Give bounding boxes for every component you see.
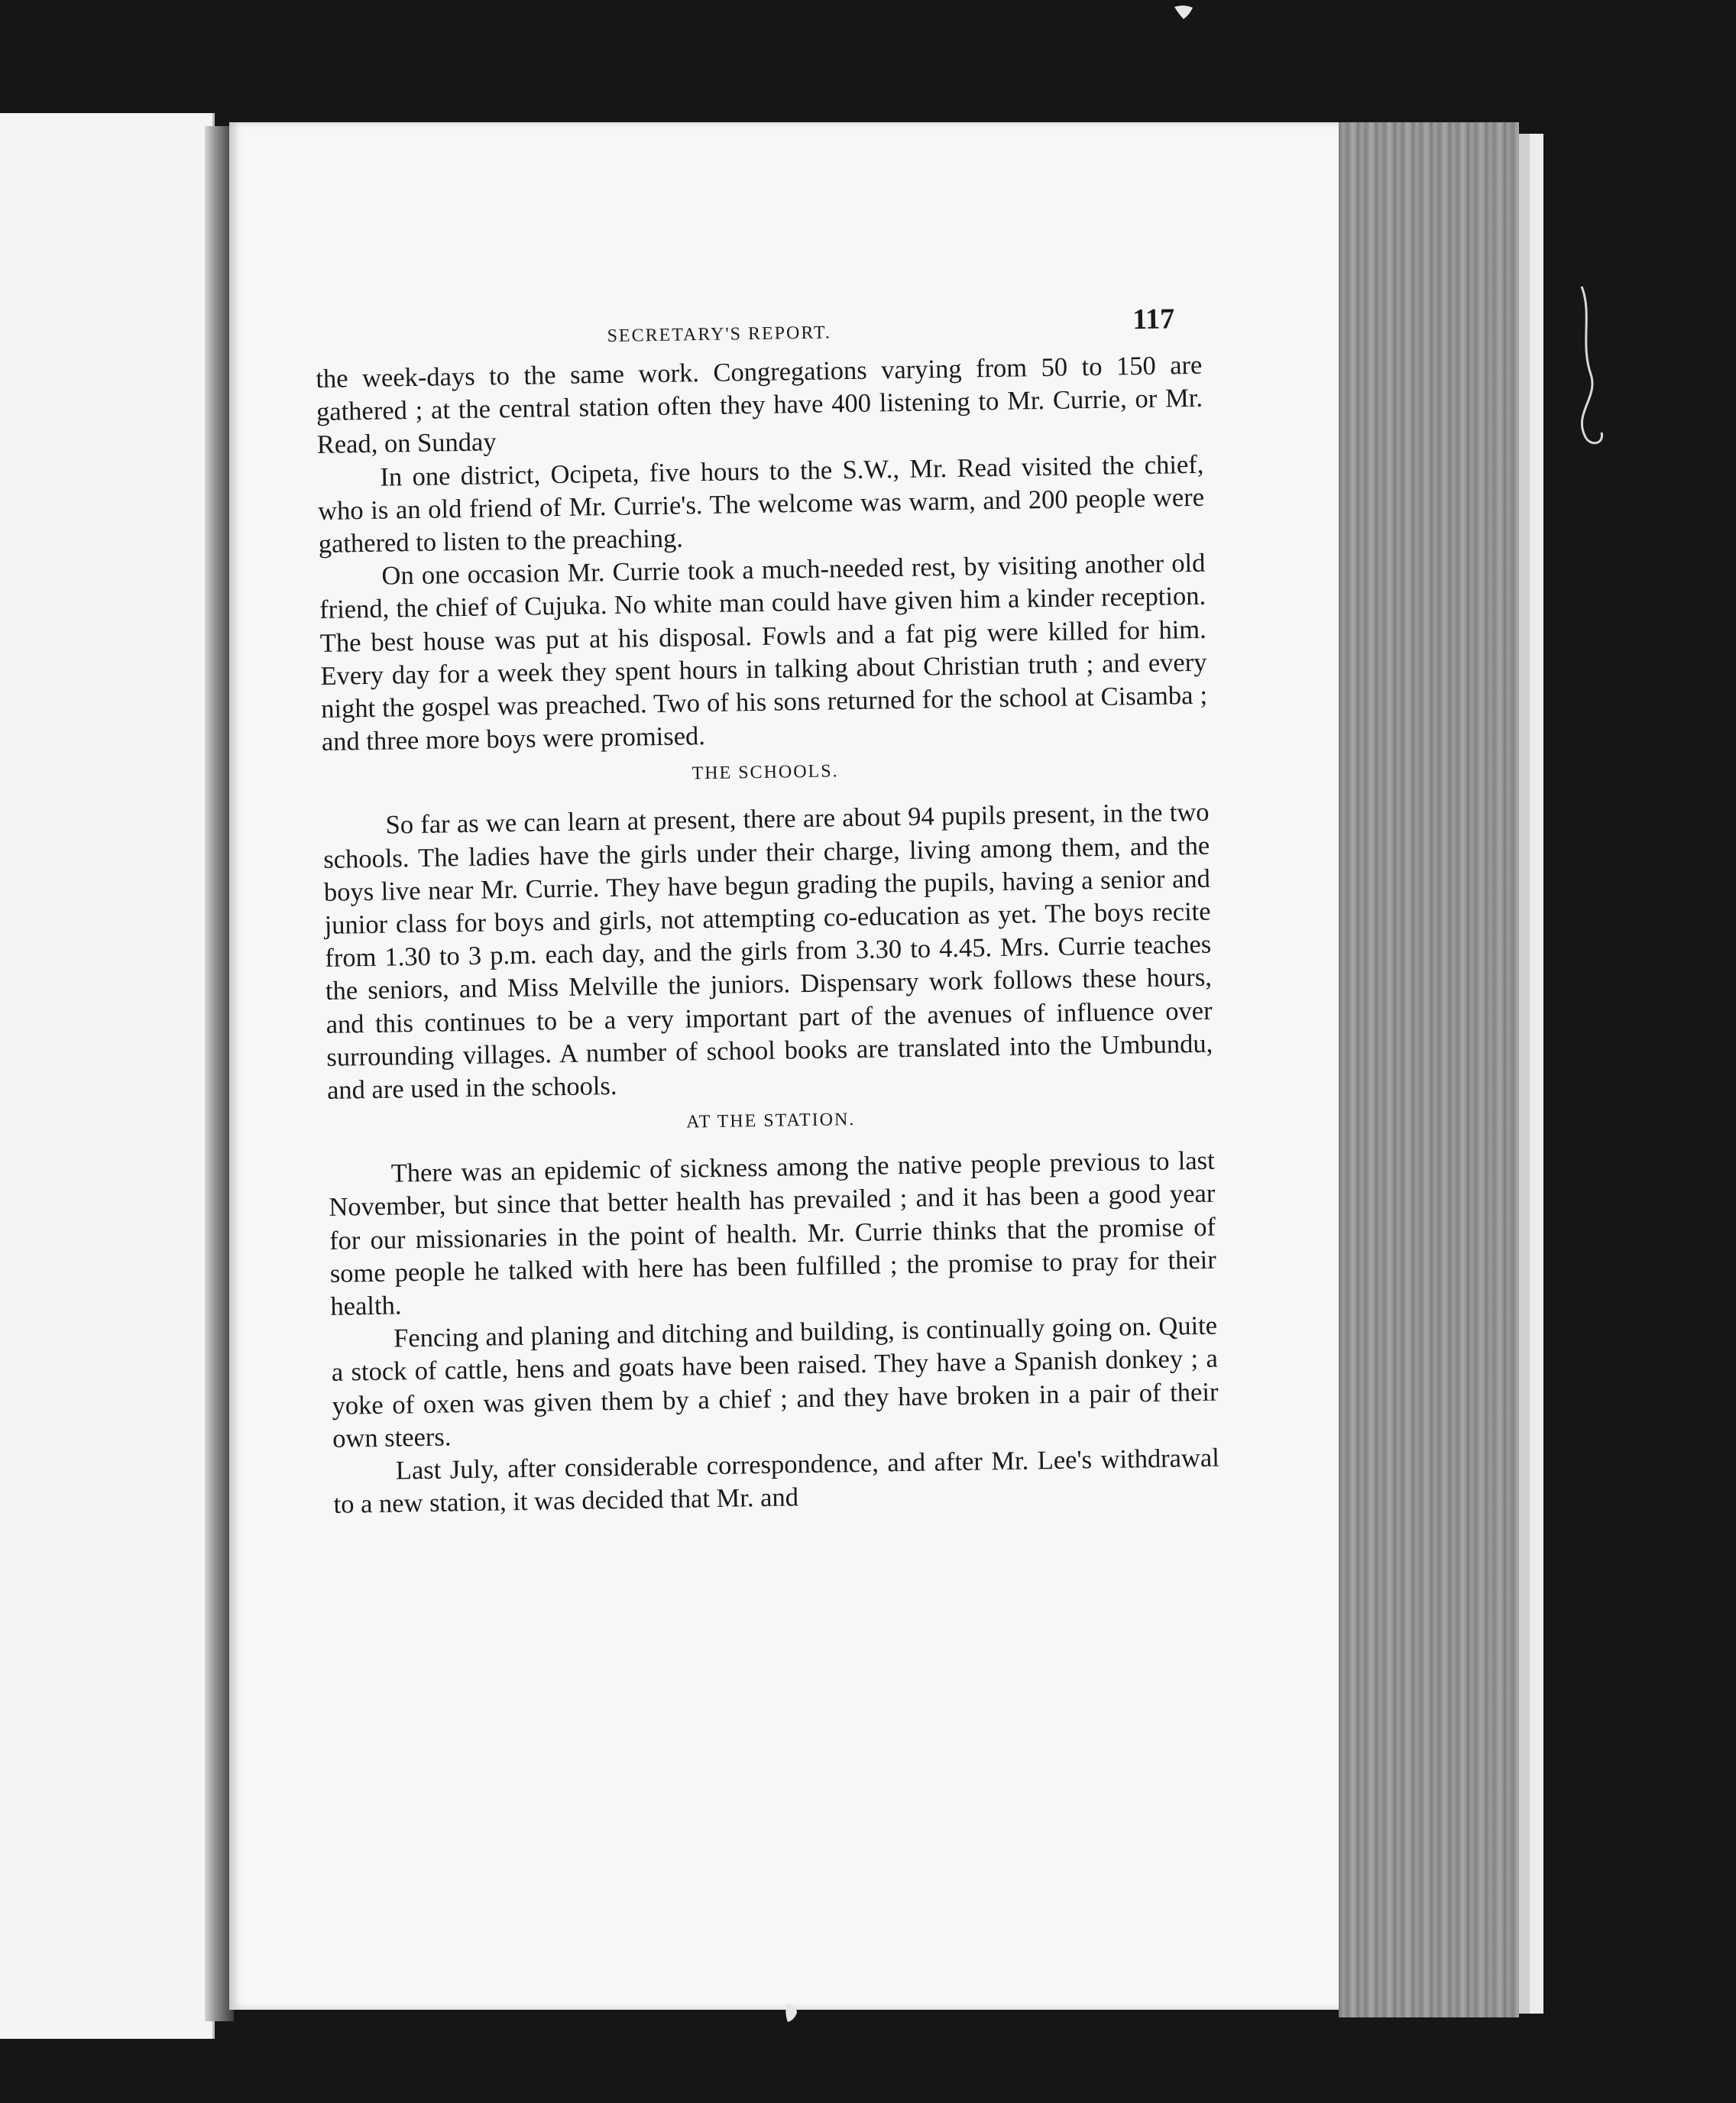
dust-speck: [783, 2002, 800, 2024]
back-cover-board: [1530, 134, 1543, 2014]
page-text: [315, 296, 1220, 1522]
page-number: 117: [1132, 303, 1175, 336]
section-heading-station: AT THE STATION.: [685, 1110, 856, 1133]
page-block-edge: [1339, 122, 1519, 2017]
loose-thread: [1566, 283, 1612, 459]
running-head-title: SECRETARY'S REPORT.: [607, 322, 831, 346]
paragraph: Fencing and planing and ditching and building, is continually going on. Quite a stock of cattle, hens and goats have been raised. They have a Spanish donkey ; a yoke of oxen was given them by a chief ; and they have broken in a pair of their own steers.: [331, 1311, 1219, 1453]
paragraph: In one district, Ocipeta, five hours to the S.W., Mr. Read visited the chief, who is an old friend of Mr. Currie's. The welcome was warm, and 200 people were gathered to listen to the preaching.: [317, 449, 1205, 559]
dust-speck: [1173, 4, 1194, 21]
facing-page-edge: [0, 113, 215, 2039]
paragraph: So far as we can learn at present, there are about 94 pupils present, in the two schools. The ladies have the girls under their charge, living among them, and the boys live near Mr. Currie. They have begun grading the pupils, having a senior and junior class for boys and girls, not attempting co-education as yet. The boys recite from 1.30 to 3 p.m. each day, and the girls from 3.30 to 4.45. Mrs. Currie teaches the seniors, and Miss Melville the juniors. Dispensary work follows these hours, and this continues to be a very important part of the avenues of influence over surrounding villages. A number of school books are translated into the Umbundu, and are used in the schools.: [323, 798, 1213, 1105]
paragraph: Last July, after considerable correspondence, and after Mr. Lee's withdrawal to a new station, it was decided that Mr. and: [333, 1443, 1220, 1520]
page-block-edge-highlight: [1519, 134, 1530, 2014]
section-heading-schools: THE SCHOOLS.: [691, 761, 839, 784]
paragraph: On one occasion Mr. Currie took a much-needed rest, by visiting another old friend, the chief of Cujuka. No white man could have given him a kinder reception. The best house was put at his disposal. Fowls and a fat pig were killed for him. Every day for a week they spent hours in talking about Christian truth ; and every night the gospel was preached. Two of his sons returned for the school at Cisamba ; and three more boys were promised.: [319, 548, 1208, 757]
paragraph: the week-days to the same work. Congregations varying from 50 to 150 are gathered ; at the central station often they have 400 listening to Mr. Currie, or Mr. Read, on Sunday: [316, 350, 1203, 460]
paragraph: There was an epidemic of sickness among the native people previous to last November, but since that better health has prevailed ; and it has been a good year for our missionaries in the point of health. Mr. Currie thinks that the promise of some people he talked with here has been fulfilled ; the promise to pray for their health.: [329, 1145, 1216, 1321]
